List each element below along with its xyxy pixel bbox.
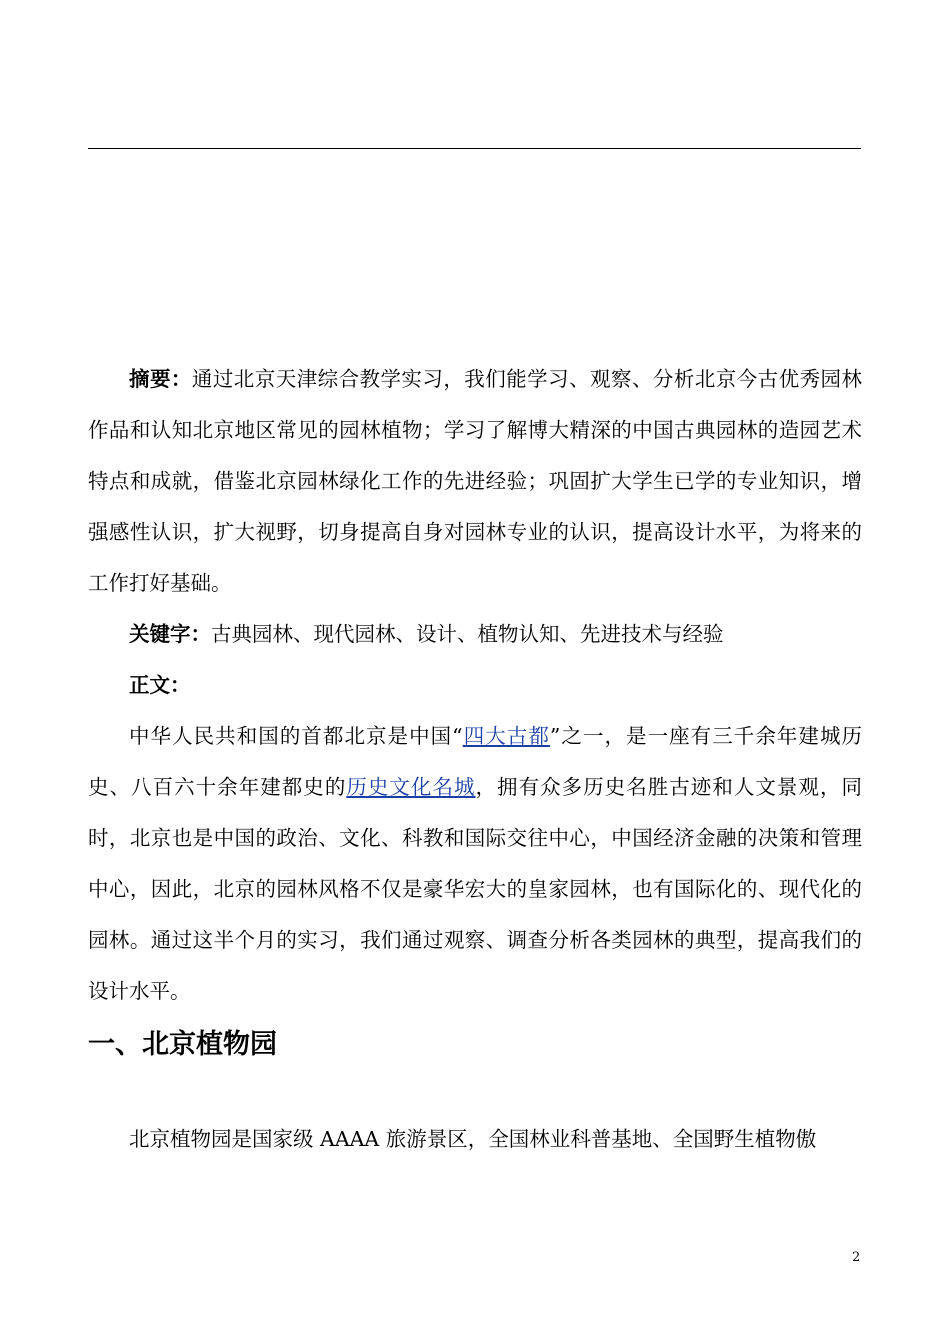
- keywords-label: 关键字：: [129, 622, 211, 646]
- section-paragraph: 北京植物园是国家级 AAAA 旅游景区，全国林业科普基地、全国野生植物傲: [129, 1127, 817, 1151]
- historic-city-link[interactable]: 历史文化名城: [346, 775, 476, 799]
- body-label: 正文：: [129, 673, 191, 697]
- page-number: 2: [852, 1250, 861, 1265]
- body-label-paragraph: [88, 660, 862, 711]
- intro-text-2: ”之一，是一座有三千余年建城历史、八百六十余年建都史的: [88, 724, 863, 799]
- header-rule: [88, 148, 861, 149]
- keywords-paragraph: [88, 609, 862, 660]
- abstract-text: 通过北京天津综合教学实习，我们能学习、观察、分析北京今古优秀园林作品和认知北京地区常见的园林植物；学习了解博大精深的中国古典园林的造园艺术特点和成就，借鉴北京园林绿化工作的先进经验；巩固扩大学生已学的专业知识，增强感性认识，扩大视野，切身提高自身对园林专业的认识，提高设计水平，为将来的工作打好基础。: [88, 367, 863, 595]
- abstract-label: 摘要：: [129, 367, 192, 391]
- four-ancient-capitals-link[interactable]: 四大古都: [462, 724, 550, 748]
- section-heading: 一、北京植物园: [88, 1029, 277, 1060]
- document-body: [88, 354, 862, 1017]
- abstract-paragraph: [88, 354, 862, 609]
- intro-text-3: ，拥有众多历史名胜古迹和人文景观，同时，北京也是中国的政治、文化、科教和国际交往中心，中国经济金融的决策和管理中心，因此，北京的园林风格不仅是豪华宏大的皇家园林，也有国际化的、现代化的园林。通过这半个月的实习，我们通过观察、调查分析各类园林的典型，提高我们的设计水平。: [88, 775, 863, 1003]
- intro-text-1: 中华人民共和国的首都北京是中国“: [129, 724, 463, 748]
- intro-paragraph: [88, 711, 862, 1017]
- keywords-text: 古典园林、现代园林、设计、植物认知、先进技术与经验: [211, 622, 724, 646]
